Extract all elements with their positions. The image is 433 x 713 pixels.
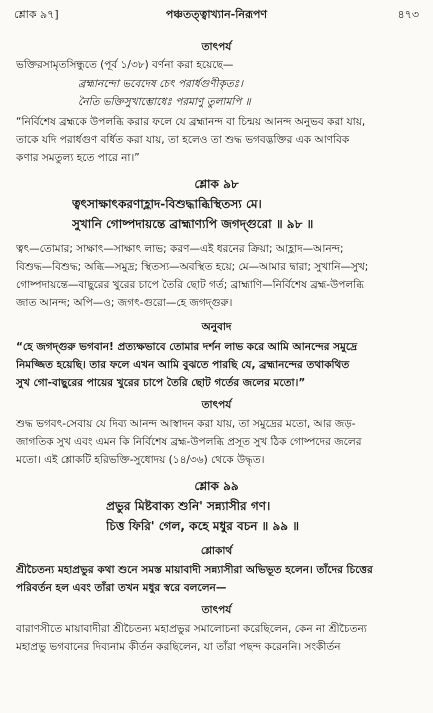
body-line: তাকে যদি পরার্ধগুণ বর্ধিত করা যায়, তা হলেও তা শুদ্ধ ভগবদ্ভক্তির এক আণবিক xyxy=(16,134,350,146)
verse-line: প্রভুর মিষ্টবাক্য শুনি' সন্ন্যাসীর গণ। xyxy=(106,499,271,513)
body-line: “নির্বিশেষ ব্রহ্মকে উপলব্ধি করার ফলে যে ব্রহ্মানন্দ বা চিন্ময় আনন্দ অনুভব করা যায়, xyxy=(16,116,366,128)
verse-reference: শ্লোক ৯৭] xyxy=(14,8,59,21)
translation-line: শ্রীচৈতন্য মহাপ্রভুর কথা শুনে সমস্ত মায়াবাদী সন্ন্যাসীরা অভিভূত হলেন। তাঁদের চিত্তের xyxy=(16,564,373,576)
section-heading: তাৎপর্য xyxy=(201,41,232,53)
body-line: জাগতিক সুখ এবং এমন কি নির্বিশেষ ব্রহ্ম-উপলব্ধি প্রসূত সুখ ঠিক গোষ্পদের জলের xyxy=(16,436,362,448)
word-meaning-line: জাত আনন্দ; অপি—ও; জগৎ-গুরো—হে জগদ্গুরু। xyxy=(16,297,233,309)
page-number: ৪৭৩ xyxy=(397,8,419,21)
word-meaning-line: গোষ্পদায়ন্তে—বাছুরের খুরের চাপে তৈরি ছোট গর্ত; ব্রাহ্মাণি—নির্বিশেষ ব্রহ্ম-উপলব্ধি xyxy=(16,279,364,291)
body-line: মতো। এই শ্লোকটি হরিভক্তি-সুধোদয় (১৪/৩৬) থেকে উদ্ধৃত। xyxy=(16,454,265,466)
translation-line: “হে জগদ্গুরু ভগবান! প্রত্যক্ষভাবে তোমার দর্শন লাভ করে আমি আনন্দের সমুদ্রে xyxy=(16,341,358,353)
word-meaning-line: বিশুদ্ধ—বিশুদ্ধ; অব্ধি—সমুদ্র; স্থিতস্য—অবস্থিত হয়ে; মে—আমার দ্বারা; সুখানি—সুখ; xyxy=(16,261,369,273)
verse-line: সুখানি গোষ্পদায়ন্তে ব্রাহ্মাণ্যপি জগদ্গুরো ॥ ৯৮ ॥ xyxy=(72,217,314,231)
section-heading: তাৎপর্য xyxy=(201,399,232,411)
body-line: বারাণসীতে মায়াবাদীরা শ্রীচৈতন্য মহাপ্রভুর সমালোচনা করেছিলেন, কেন না শ্রীচৈতন্য xyxy=(16,623,367,635)
translation-line: সুখ গো-বাছুরের পায়ের খুরের চাপে তৈরি ছোট গর্তের জলের মতো।” xyxy=(16,377,306,389)
sanskrit-quote-line: ব্রহ্মানন্দো ভবেদেষ চেৎ পরার্ধগুণীকৃতঃ। xyxy=(78,78,244,90)
body-line: শুদ্ধ ভগবৎ-সেবায় যে দিব্য আনন্দ আস্বাদন করা যায়, তা সমুদ্রের মতো, আর জড়- xyxy=(16,418,356,430)
section-heading: অনুবাদ xyxy=(201,321,232,333)
sanskrit-quote-line: নৈতি ভক্তিসুখাম্ভোধেঃ পরমাণু তুলামপি ॥ xyxy=(78,96,251,108)
verse-line: চিত্ত ফিরি' গেল, কহে মধুর বচন ॥ ৯৯ ॥ xyxy=(106,519,300,533)
translation-line: পরিবর্তন হল এবং তাঁরা তখন মধুর স্বরে বললেন— xyxy=(16,582,227,594)
verse-line: ত্বৎসাক্ষাৎকরণাহ্লাদ-বিশুদ্ধাব্ধিস্থিতস্য মে। xyxy=(72,197,262,211)
verse-heading: শ্লোক ৯৮ xyxy=(194,177,239,191)
page-header xyxy=(14,6,419,22)
word-meaning-line: ত্বৎ—তোমার; সাক্ষাৎ—সাক্ষাৎ লাভ; করণ—এই ধরনের ক্রিয়া; আহ্লাদ—আনন্দ; xyxy=(16,243,344,255)
body-line: কণার সমতুল্য হতে পারে না।” xyxy=(16,152,140,164)
body-line: মহাপ্রভু ভগবানের দিব্যনাম কীর্তন করছিলেন, যা তাঁরা পছন্দ করেননি। সংকীর্তন xyxy=(16,641,341,653)
section-heading: শ্লোকার্থ xyxy=(200,545,233,557)
section-heading: তাৎপর্য xyxy=(201,604,232,616)
translation-line: নিমজ্জিত হয়েছি। তার ফলে এখন আমি বুঝতে পারছি যে, ব্রহ্মানন্দের তথাকথিত xyxy=(16,359,350,371)
verse-heading: শ্লোক ৯৯ xyxy=(194,479,239,493)
chapter-title: পঞ্চতত্ত্বাখ্যান-নিরূপণ xyxy=(165,8,268,21)
body-line: ভক্তিরসামৃতসিন্ধুতে (পূর্ব ১/৩৮) বর্ণনা করা হয়েছে— xyxy=(16,59,234,71)
